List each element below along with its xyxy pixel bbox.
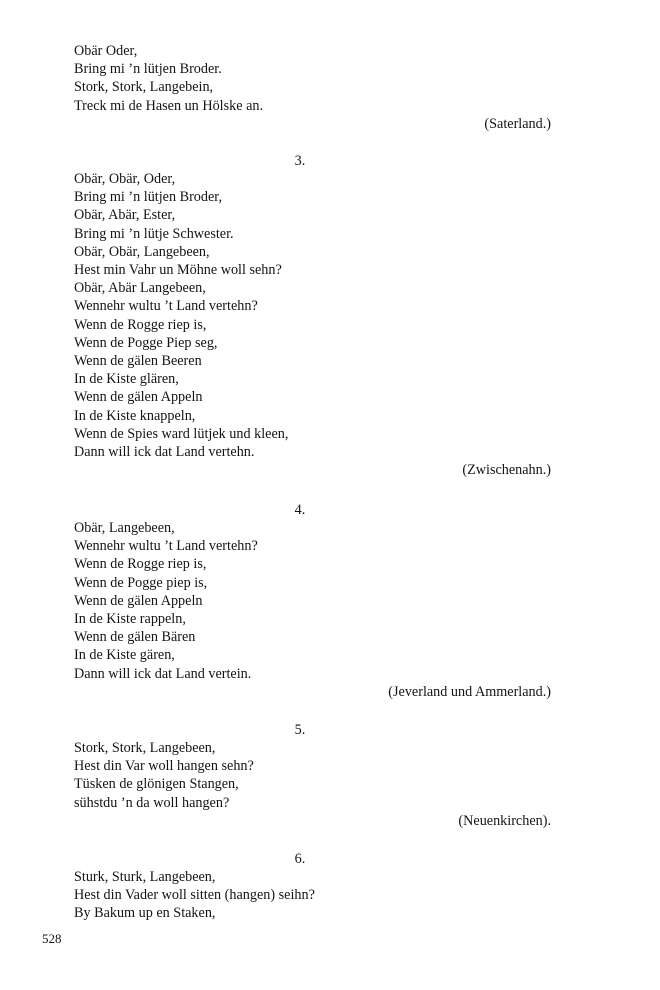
verse-line: Hest din Var woll hangen sehn?	[74, 758, 254, 775]
section-number: 4.	[294, 502, 306, 518]
verse-line: Obär, Abär, Ester,	[74, 207, 176, 224]
verse-block-3	[74, 170, 551, 479]
verse-line: Bring mi ’n lütjen Broder,	[74, 189, 222, 206]
source-attribution: (Zwischenahn.)	[462, 462, 551, 479]
verse-line: Wenn de Pogge piep is,	[74, 574, 208, 591]
verse-line: Wenn de Rogge riep is,	[74, 316, 207, 333]
verse-line: Wenn de Spies ward lütjek und kleen,	[74, 425, 289, 442]
verse-line: sühstdu ’n da woll hangen?	[74, 794, 230, 811]
verse-line: Obär, Langebeen,	[74, 520, 175, 536]
section-number: 5.	[294, 722, 306, 738]
verse-line: Wennehr wultu ’t Land vertehn?	[74, 298, 258, 315]
verse-line: Wenn de Pogge Piep seg,	[74, 334, 218, 351]
source-attribution: (Saterland.)	[484, 115, 551, 132]
verse-line: By Bakum up en Staken,	[74, 905, 216, 922]
verse-line: In de Kiste glären,	[74, 371, 179, 388]
verse-block-1	[74, 42, 551, 133]
section-number: 3.	[294, 153, 306, 169]
verse-line: Obär, Obär, Langebeen,	[74, 243, 210, 260]
verse-line: Bring mi ’n lütjen Broder.	[74, 61, 222, 78]
verse-block-4	[74, 519, 551, 701]
verse-block-6	[74, 868, 551, 923]
source-attribution: (Jeverland und Ammerland.)	[388, 683, 551, 700]
verse-line: Treck mi de Hasen un Hölske an.	[74, 97, 264, 114]
verse-line: Wenn de gälen Appeln	[74, 389, 203, 406]
verse-line: Obär Oder,	[74, 43, 138, 59]
verse-line: Wenn de gälen Beeren	[74, 353, 202, 370]
verse-line: Wennehr wultu ’t Land vertehn?	[74, 538, 258, 555]
verse-line: Dann will ick dat Land vertehn.	[74, 444, 255, 461]
verse-line: In de Kiste rappeln,	[74, 611, 186, 628]
verse-line: Tüsken de glönigen Stangen,	[74, 776, 239, 793]
section-number: 6.	[294, 851, 306, 867]
verse-line: Obär, Abär Langebeen,	[74, 280, 206, 297]
verse-line: Stork, Stork, Langebein,	[74, 79, 214, 96]
verse-line: Obär, Obär, Oder,	[74, 171, 176, 187]
verse-line: Hest min Vahr un Möhne woll sehn?	[74, 262, 282, 279]
verse-line: Sturk, Sturk, Langebeen,	[74, 869, 216, 885]
verse-block-5	[74, 739, 551, 830]
verse-line: Hest din Vader woll sitten (hangen) seihn?	[74, 887, 315, 904]
verse-line: In de Kiste knappeln,	[74, 407, 196, 424]
verse-line: Dann will ick dat Land vertein.	[74, 665, 252, 682]
verse-line: Wenn de gälen Appeln	[74, 592, 203, 609]
verse-line: Wenn de Rogge riep is,	[74, 556, 207, 573]
source-attribution: (Neuenkirchen).	[458, 812, 551, 829]
verse-line: Bring mi ’n lütje Schwester.	[74, 225, 234, 242]
verse-line: In de Kiste gären,	[74, 647, 175, 664]
verse-line: Wenn de gälen Bären	[74, 629, 196, 646]
verse-line: Stork, Stork, Langebeen,	[74, 740, 216, 756]
page-number: 528	[42, 931, 62, 946]
